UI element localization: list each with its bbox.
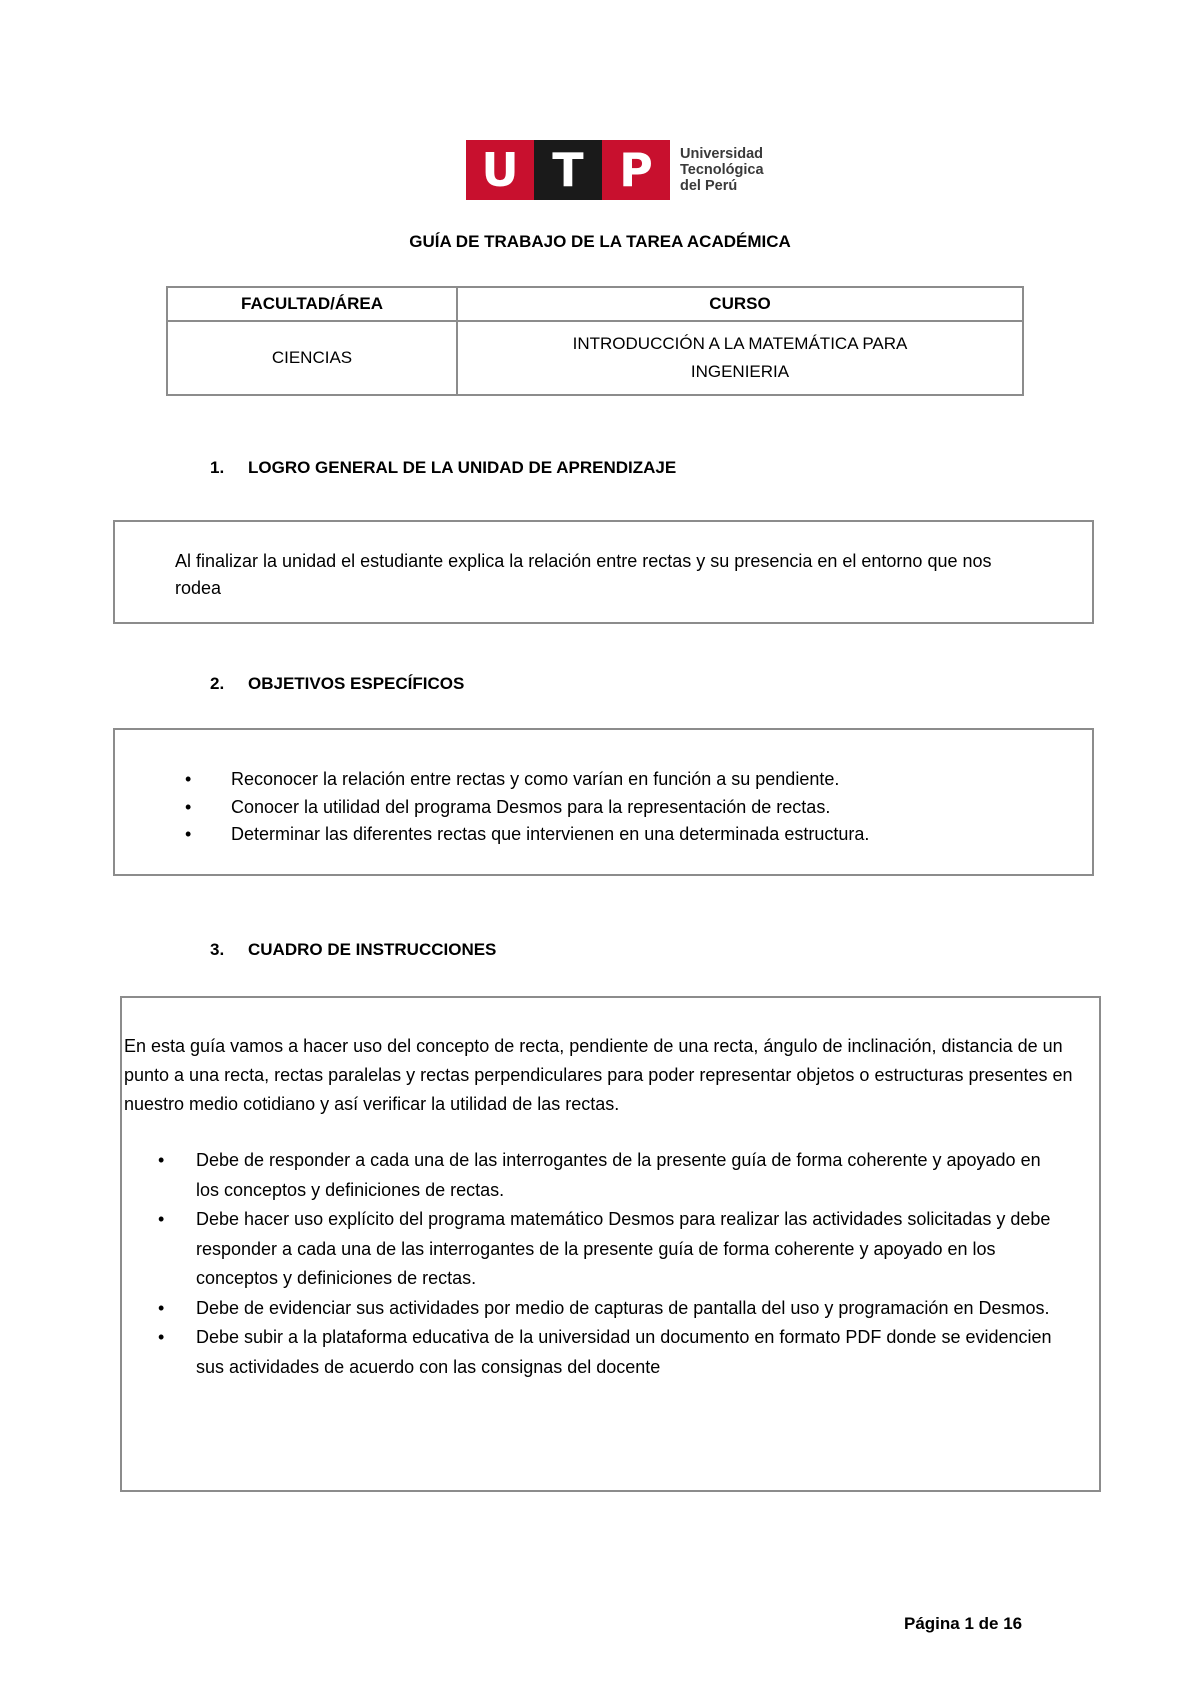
bullet-icon: • (185, 796, 192, 817)
list-item-text: Debe de responder a cada una de las interrogantes de la presente guía de forma coherente y apoyado en los conceptos y definiciones de rectas. (196, 1150, 1041, 1200)
list-item (158, 1146, 1058, 1205)
section-title: CUADRO DE INSTRUCCIONES (248, 940, 497, 959)
instrucciones-list (158, 1146, 1058, 1382)
section-heading-instrucciones (210, 940, 496, 960)
list-item (158, 1323, 1058, 1382)
course-info-table (166, 286, 1024, 396)
list-item (185, 821, 1045, 849)
course-value-line: INGENIERIA (690, 362, 790, 381)
logo-wordmark (680, 146, 764, 194)
section-heading-objetivos (210, 674, 464, 694)
bullet-icon: • (158, 1297, 165, 1318)
utp-logo (466, 140, 764, 200)
course-value-line: INTRODUCCIÓN A LA MATEMÁTICA PARA (572, 334, 908, 353)
bullet-icon: • (185, 769, 192, 789)
section-title: OBJETIVOS ESPECÍFICOS (248, 674, 465, 693)
logo-text-line: Universidad (680, 146, 763, 162)
instrucciones-intro: En esta guía vamos a hacer uso del concepto de recta, pendiente de una recta, ángulo de inclinación, distancia de un punto a una recta, rectas paralelas y rectas perpendiculares para poder representar objetos o estructuras presentes en nuestro medio cotidiano y así verificar la utilidad de las rectas. (124, 1036, 1073, 1114)
bullet-icon: • (185, 824, 192, 844)
page-number: Página 1 de 16 (904, 1614, 1023, 1633)
faculty-header: FACULTAD/ÁREA (167, 287, 457, 321)
logo-letter-u: U (481, 143, 519, 197)
logo-letter-p: P (619, 143, 653, 197)
list-item (185, 766, 1045, 794)
list-item-text: Conocer la utilidad del programa Desmos para la representación de rectas. (231, 796, 831, 817)
course-header: CURSO (457, 287, 1023, 321)
bullet-icon: • (158, 1150, 165, 1170)
section-number: 2. (210, 674, 225, 693)
logo-text-line: del Perú (680, 178, 738, 194)
list-item-text: Reconocer la relación entre rectas y como varían en función a su pendiente. (231, 769, 840, 789)
bullet-icon: • (158, 1327, 165, 1347)
section-number: 3. (210, 940, 225, 959)
document-title: GUÍA DE TRABAJO DE LA TAREA ACADÉMICA (409, 232, 791, 251)
faculty-value: CIENCIAS (167, 321, 457, 395)
objetivos-list (185, 766, 1045, 849)
logro-box (113, 520, 1094, 624)
section-heading-logro (210, 458, 676, 478)
list-item-text: Debe hacer uso explícito del programa matemático Desmos para realizar las actividades solicitadas y debe responder a cada una de las interrogantes de la presente guía de forma coherente y apoyado en los conceptos y definiciones de rectas. (196, 1209, 1051, 1288)
logro-text: Al finalizar la unidad el estudiante explica la relación entre rectas y su presencia en el entorno que nos rodea (175, 551, 992, 598)
list-item-text: Determinar las diferentes rectas que intervienen en una determinada estructura. (231, 824, 870, 844)
list-item (158, 1294, 1058, 1324)
list-item-text: Debe subir a la plataforma educativa de la universidad un documento en formato PDF donde se evidencien sus actividades de acuerdo con las consignas del docente (196, 1327, 1052, 1377)
objetivos-box (113, 728, 1094, 876)
utp-logo-mark (466, 140, 670, 200)
instrucciones-box (120, 996, 1101, 1492)
logo-letter-t: T (552, 143, 584, 197)
course-value (457, 321, 1023, 395)
logo-text-line: Tecnológica (680, 162, 764, 178)
list-item (158, 1205, 1058, 1294)
section-number: 1. (210, 458, 225, 477)
list-item-text: Debe de evidenciar sus actividades por medio de capturas de pantalla del uso y programación en Desmos. (196, 1297, 1050, 1318)
section-title: LOGRO GENERAL DE LA UNIDAD DE APRENDIZAJE (248, 458, 677, 477)
bullet-icon: • (158, 1209, 165, 1229)
list-item (185, 794, 1045, 822)
